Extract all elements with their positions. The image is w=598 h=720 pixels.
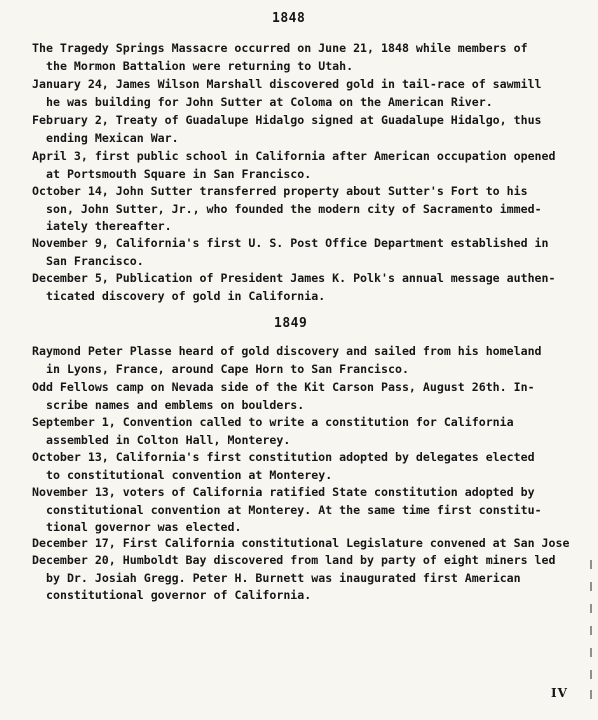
entry-tragedy-springs xyxy=(32,40,592,75)
binding-mark xyxy=(590,604,592,613)
entry-treaty xyxy=(32,112,592,147)
entry-odd-fellows xyxy=(32,379,592,414)
entry-post-office xyxy=(32,235,592,270)
entry-public-school xyxy=(32,148,592,183)
entry-line: November 13, voters of California ratified State constitution adopted by xyxy=(32,485,535,499)
entry-line: scribe names and emblems on boulders. xyxy=(46,397,305,412)
entry-convention xyxy=(32,414,592,449)
entry-line: October 14, John Sutter transferred property about Sutter's Fort to his xyxy=(32,184,528,198)
entry-plasse xyxy=(32,343,592,378)
entry-line: ticated discovery of gold in California. xyxy=(46,288,326,303)
entry-line: December 17, First California constitutional Legislature convened at San Jose xyxy=(32,536,570,550)
entry-line: December 20, Humboldt Bay discovered from land by party of eight miners led xyxy=(32,553,556,567)
entry-polk-message xyxy=(32,270,592,305)
entry-constitution-adopted xyxy=(32,449,592,484)
entry-line: January 24, James Wilson Marshall discovered gold in tail-race of sawmill xyxy=(32,77,542,91)
binding-marks xyxy=(586,560,592,700)
entry-sutter-fort xyxy=(32,183,592,236)
entry-line: San Francisco. xyxy=(46,253,144,268)
binding-mark xyxy=(590,626,592,635)
year-heading-1849: 1849 xyxy=(274,316,308,331)
entry-line: constitutional convention at Monterey. At the same time first constitu- xyxy=(46,502,542,517)
entry-line: in Lyons, France, around Cape Horn to San Francisco. xyxy=(46,361,409,376)
entry-line: assembled in Colton Hall, Monterey. xyxy=(46,432,291,447)
binding-mark xyxy=(590,670,592,679)
entry-line: November 9, California's first U. S. Post Office Department established in xyxy=(32,236,549,250)
entry-line: ending Mexican War. xyxy=(46,130,179,145)
entry-line: December 5, Publication of President James K. Polk's annual message authen- xyxy=(32,271,556,285)
binding-mark xyxy=(590,582,592,591)
entry-line: October 13, California's first constitution adopted by delegates elected xyxy=(32,450,535,464)
entry-line: by Dr. Josiah Gregg. Peter H. Burnett was inaugurated first American xyxy=(46,570,521,585)
binding-mark xyxy=(590,560,592,569)
entry-line: iately thereafter. xyxy=(46,219,172,233)
entry-line: son, John Sutter, Jr., who founded the modern city of Sacramento immed- xyxy=(46,201,542,216)
entry-line: at Portsmouth Square in San Francisco. xyxy=(46,166,312,181)
entry-line: February 2, Treaty of Guadalupe Hidalgo signed at Guadalupe Hidalgo, thus xyxy=(32,113,542,127)
entry-line: he was building for John Sutter at Coloma on the American River. xyxy=(46,94,493,109)
entry-line: September 1, Convention called to write a constitution for California xyxy=(32,415,514,429)
binding-mark xyxy=(590,690,592,699)
entry-line: The Tragedy Springs Massacre occurred on June 21, 1848 while members of xyxy=(32,41,528,55)
entry-line: the Mormon Battalion were returning to Utah. xyxy=(46,58,354,73)
entry-line: April 3, first public school in California after American occupation opened xyxy=(32,149,556,163)
entry-line: to constitutional convention at Monterey. xyxy=(46,467,333,482)
entry-marshall-gold xyxy=(32,76,592,111)
entry-constitution-ratified xyxy=(32,484,592,537)
entry-line: constitutional governor of California. xyxy=(46,588,312,602)
entry-humboldt-bay xyxy=(32,552,592,605)
entry-line: Raymond Peter Plasse heard of gold discovery and sailed from his homeland xyxy=(32,344,542,358)
year-heading-1848: 1848 xyxy=(272,11,306,26)
entry-line: Odd Fellows camp on Nevada side of the Kit Carson Pass, August 26th. In- xyxy=(32,380,535,394)
entry-legislature xyxy=(32,535,592,553)
entry-line: tional governor was elected. xyxy=(46,520,242,534)
binding-mark xyxy=(590,648,592,657)
page-number: IV xyxy=(551,686,568,700)
